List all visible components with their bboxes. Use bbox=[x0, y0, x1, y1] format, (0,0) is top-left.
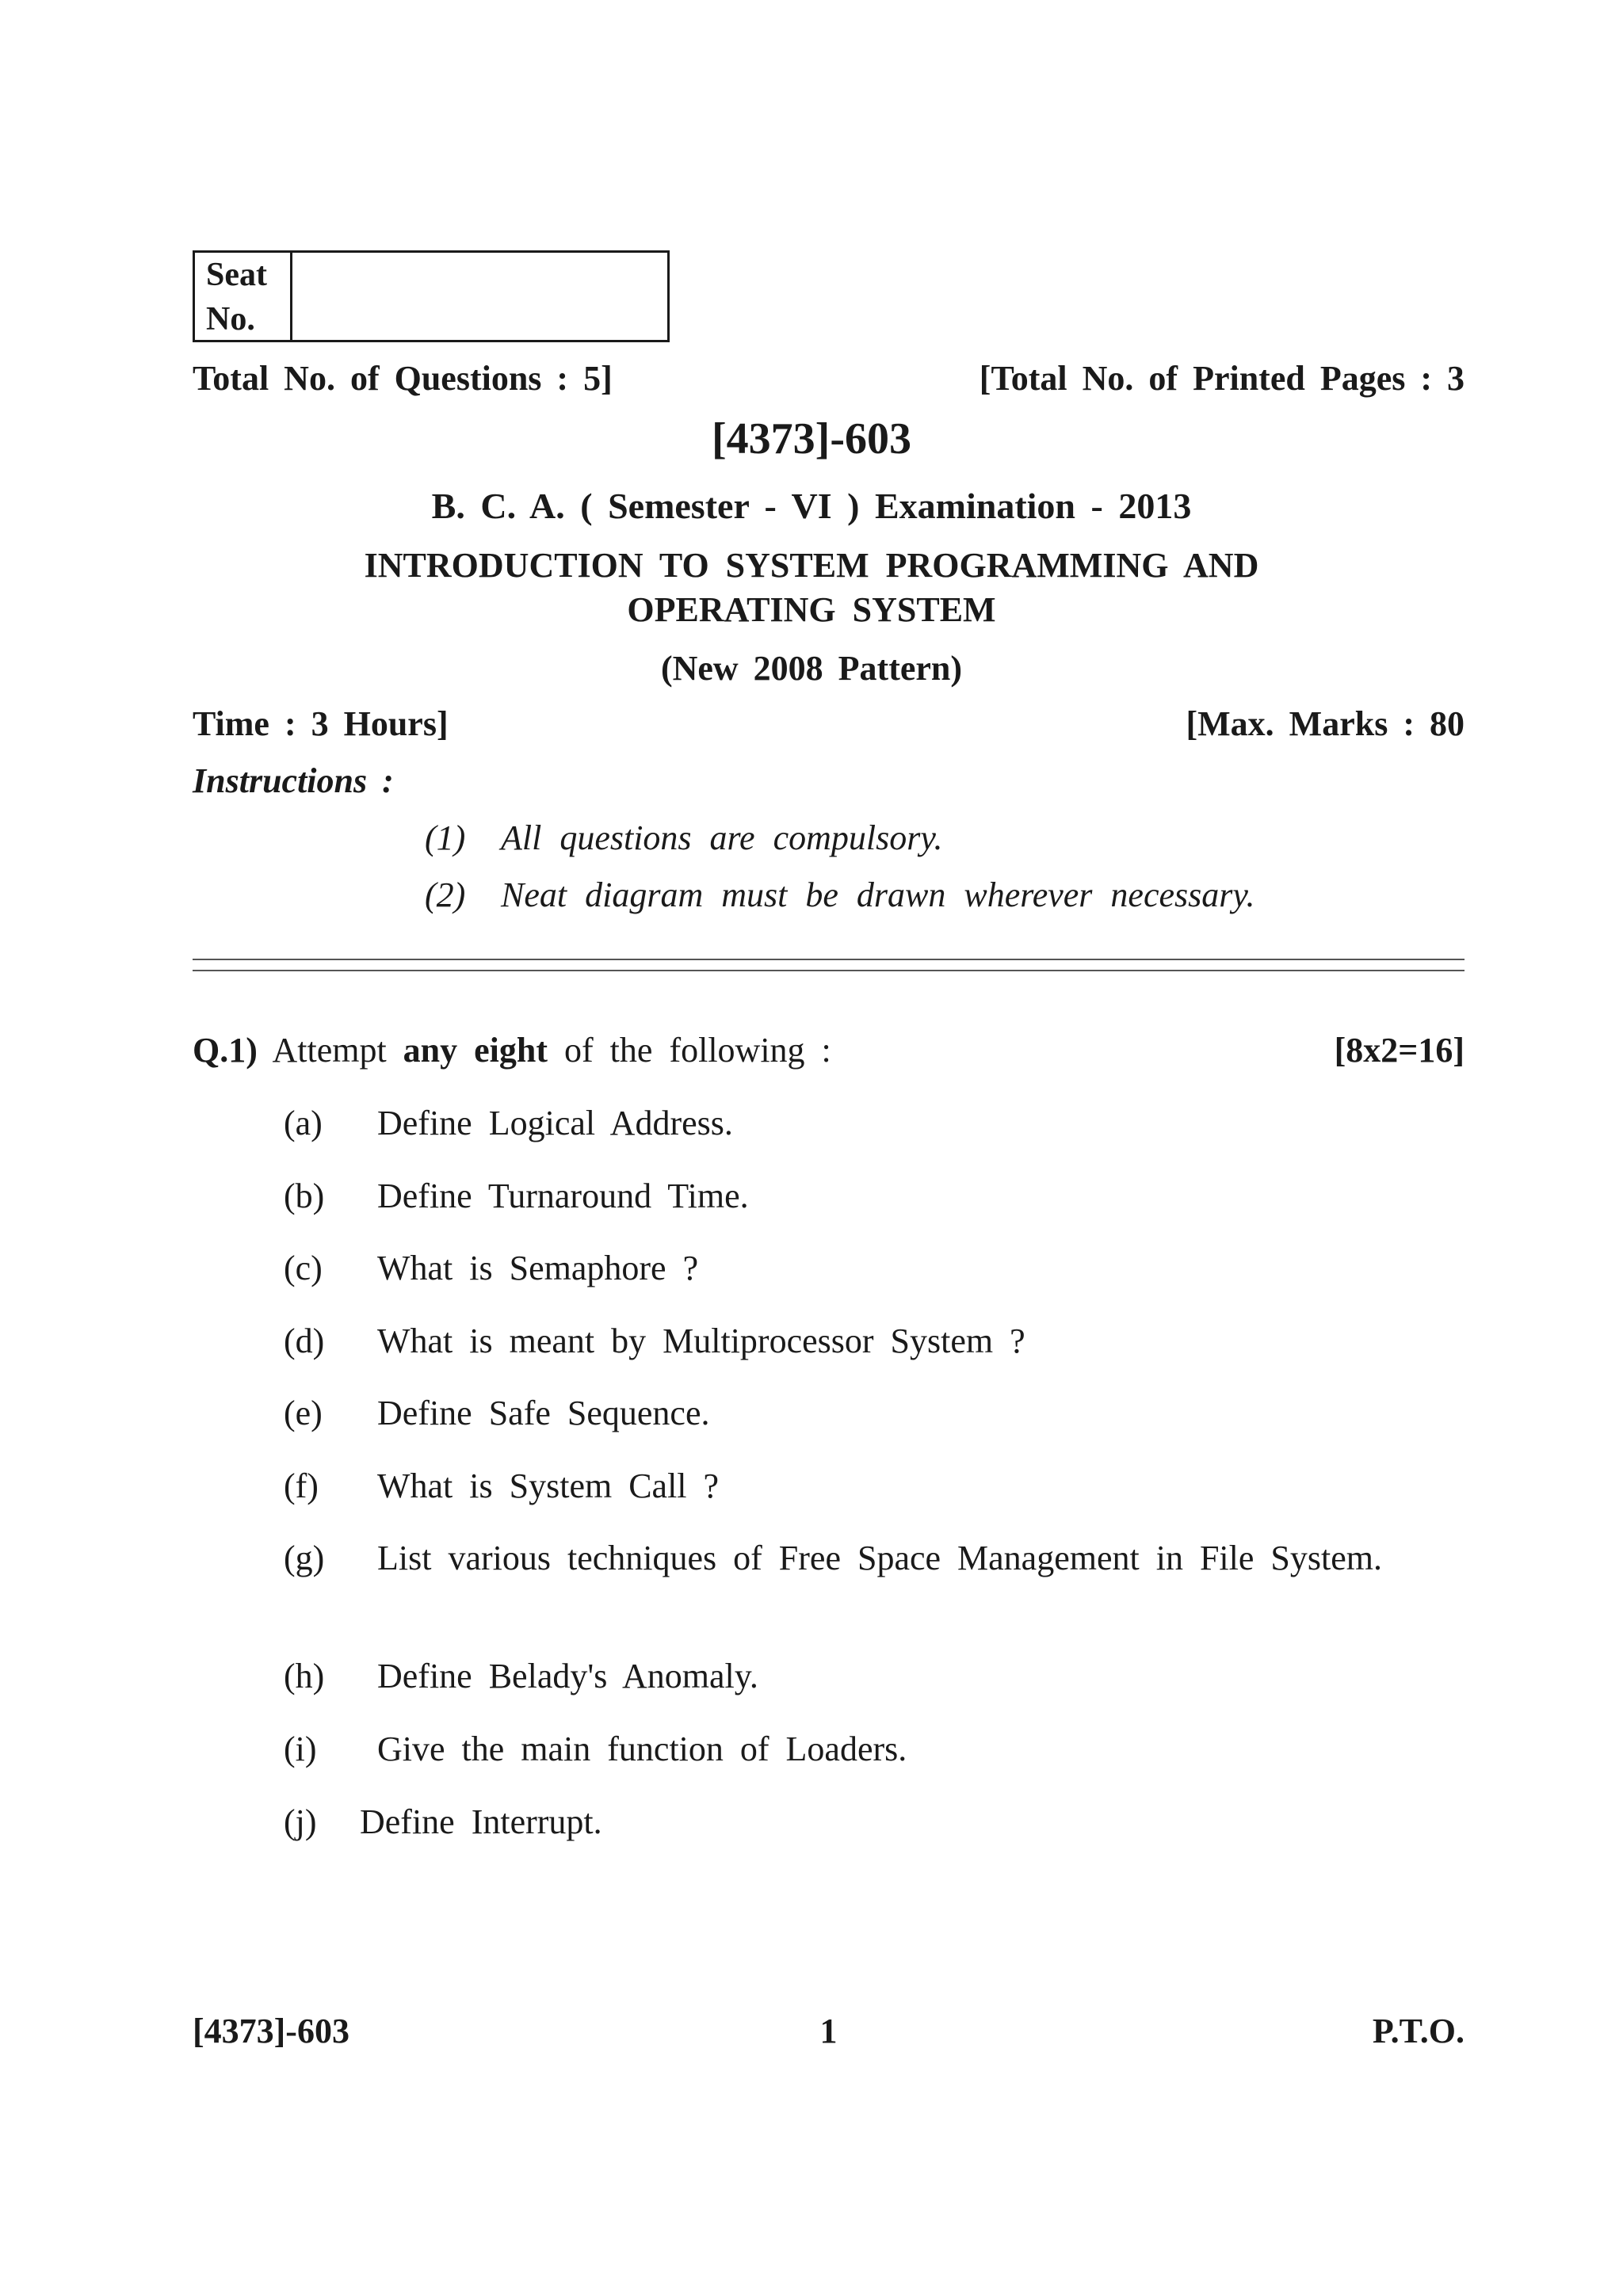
instructions-heading: Instructions : bbox=[193, 761, 394, 800]
seat-number-label: Seat No. bbox=[195, 253, 292, 340]
max-marks: [Max. Marks : 80 bbox=[1186, 704, 1465, 743]
time-allowed: Time : 3 Hours] bbox=[193, 704, 449, 743]
exam-title: B. C. A. ( Semester - VI ) Examination - 2013 bbox=[431, 486, 1192, 526]
question-1-header: Q.1) Attempt any eight of the following : [8x2=16] bbox=[193, 1031, 1465, 1070]
paper-code: [4373]-603 bbox=[712, 414, 911, 463]
total-questions: Total No. of Questions : 5] bbox=[193, 359, 613, 398]
instruction-item: (2) Neat diagram must be drawn wherever necessary. bbox=[425, 875, 1255, 914]
subject-line-1: INTRODUCTION TO SYSTEM PROGRAMMING AND bbox=[364, 546, 1259, 585]
header-totals-row bbox=[193, 358, 1465, 399]
page-number: 1 bbox=[819, 2012, 838, 2050]
subject-line-2: OPERATING SYSTEM bbox=[627, 590, 996, 629]
pto-label: P.T.O. bbox=[1372, 2012, 1465, 2050]
instruction-item: (1) All questions are compulsory. bbox=[425, 818, 943, 857]
pattern: (New 2008 Pattern) bbox=[660, 649, 963, 688]
seat-number-box bbox=[193, 250, 670, 342]
time-marks-row bbox=[193, 704, 1465, 744]
divider-line-bottom bbox=[193, 970, 1465, 971]
footer-paper-code: [4373]-603 bbox=[193, 2012, 349, 2050]
divider-line-top bbox=[193, 959, 1465, 960]
total-printed-pages: [Total No. of Printed Pages : 3 bbox=[979, 359, 1465, 398]
question-number: Q.1) bbox=[193, 1031, 258, 1070]
question-marks: [8x2=16] bbox=[1334, 1031, 1465, 1070]
